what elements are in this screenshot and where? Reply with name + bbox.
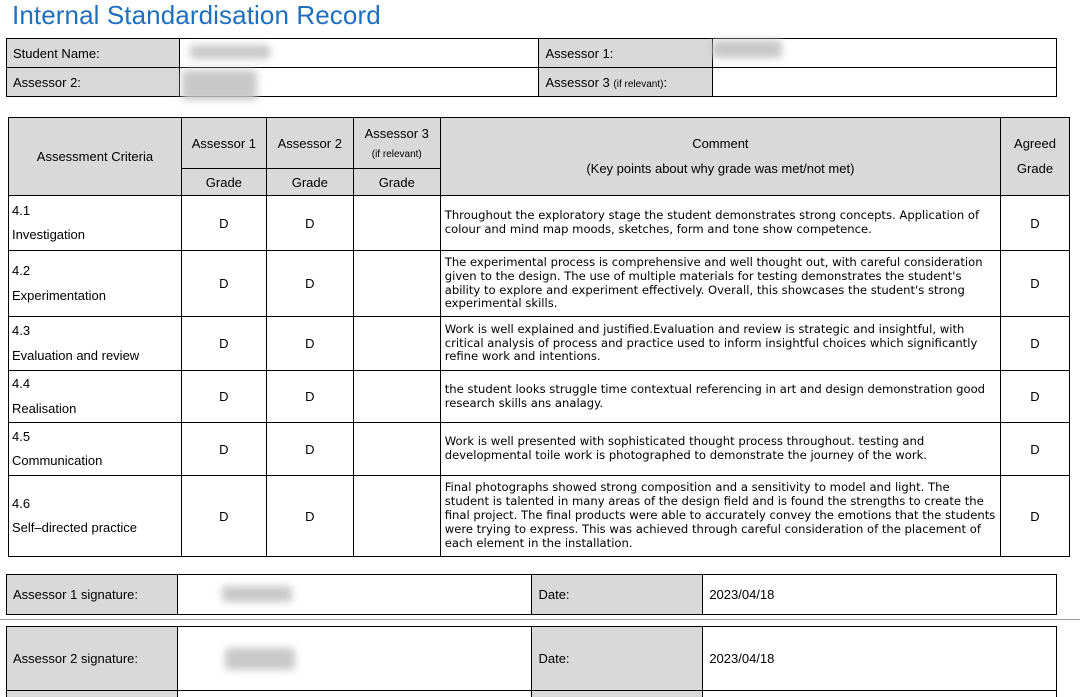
page-divider	[0, 619, 1080, 620]
redacted-assessor2	[182, 70, 257, 100]
criteria-cell: 4.3 Evaluation and review	[9, 317, 182, 371]
comment-cell: the student looks struggle time contextual referencing in art and design demonstration good research skills ans analagy.	[440, 371, 1000, 423]
assessor2-grade: D	[266, 196, 353, 251]
assessor3-grade	[353, 371, 440, 423]
assessor1-grade-header: Grade	[181, 169, 266, 196]
assessor2-grade-header: Grade	[266, 169, 353, 196]
agreed-grade: D	[1001, 371, 1070, 423]
criteria-cell: 4.1 Investigation	[9, 196, 182, 251]
date-label: Date:	[532, 627, 703, 691]
assessor1-signature-table	[6, 574, 1057, 615]
student-info-table	[6, 38, 1057, 97]
assessor2-grade: D	[266, 423, 353, 476]
comment-cell: Work is well explained and justified.Evaluation and review is strategic and insightful, with critical analysis of process and practice used to inform insightful choices which significantly refine work and intentions.	[440, 317, 1000, 371]
assessor3-grade	[353, 476, 440, 557]
agreed-grade: D	[1001, 251, 1070, 317]
table-row	[9, 371, 1070, 423]
date-label: Date:	[532, 575, 703, 615]
page-title: Internal Standardisation Record	[12, 0, 381, 30]
next-row-label	[7, 691, 178, 697]
assessor3-value	[713, 68, 1057, 97]
agreed-grade-header: Agreed Grade	[1001, 118, 1070, 196]
redacted-student-name	[190, 45, 270, 59]
comment-cell: Final photographs showed strong composition and a sensitivity to model and light. The student is talented in many areas of the design field and is found the strengths to create the final project. The final products were able to accurately convey the emotions that the students were trying to express. This was achieved through careful consideration of the placement of each element in the installation.	[440, 476, 1000, 557]
assessor1-grade: D	[181, 476, 266, 557]
assessor3-grade	[353, 196, 440, 251]
date-value: 2023/04/18	[703, 575, 1057, 615]
criteria-cell: 4.5 Communication	[9, 423, 182, 476]
assessor2-signature-label: Assessor 2 signature:	[7, 627, 178, 691]
assessor2-grade: D	[266, 317, 353, 371]
assessor3-label: Assessor 3 (if relevant):	[539, 68, 713, 97]
next-row-date-label	[532, 691, 703, 697]
agreed-grade: D	[1001, 317, 1070, 371]
assessor2-grade: D	[266, 251, 353, 317]
student-name-label: Student Name:	[7, 39, 180, 68]
table-row	[9, 423, 1070, 476]
assessor2-grade: D	[266, 476, 353, 557]
assessor1-label: Assessor 1:	[539, 39, 713, 68]
assessor1-grade: D	[181, 251, 266, 317]
criteria-cell: 4.2 Experimentation	[9, 251, 182, 317]
table-row	[9, 476, 1070, 557]
table-row	[9, 251, 1070, 317]
comment-cell: Work is well presented with sophisticated thought process throughout. testing and developmental toile work is photographed to demonstrate the journey of the work.	[440, 423, 1000, 476]
assessor2-signature-table	[6, 626, 1057, 697]
assessor1-grade: D	[181, 317, 266, 371]
next-row-value	[177, 691, 532, 697]
assessor2-header: Assessor 2	[266, 118, 353, 169]
criteria-header: Assessment Criteria	[9, 118, 182, 196]
assessor2-grade: D	[266, 371, 353, 423]
agreed-grade: D	[1001, 476, 1070, 557]
assessor3-grade	[353, 317, 440, 371]
assessor3-header: Assessor 3 (if relevant)	[353, 118, 440, 169]
redacted-signature-1	[222, 586, 292, 602]
agreed-grade: D	[1001, 423, 1070, 476]
comment-cell: Throughout the exploratory stage the student demonstrates strong concepts. Application of colour and mind map moods, sketches, form and tone show competence.	[440, 196, 1000, 251]
criteria-cell: 4.6 Self–directed practice	[9, 476, 182, 557]
next-row-date-value	[703, 691, 1057, 697]
criteria-cell: 4.4 Realisation	[9, 371, 182, 423]
redacted-assessor1	[712, 40, 782, 58]
assessor3-grade-header: Grade	[353, 169, 440, 196]
assessor1-header: Assessor 1	[181, 118, 266, 169]
redacted-signature-2	[225, 648, 295, 670]
agreed-grade: D	[1001, 196, 1070, 251]
assessor1-grade: D	[181, 423, 266, 476]
table-row	[9, 196, 1070, 251]
assessor3-grade	[353, 423, 440, 476]
assessor2-label: Assessor 2:	[7, 68, 180, 97]
date-value: 2023/04/18	[703, 627, 1057, 691]
comment-cell: The experimental process is comprehensive and well thought out, with careful consideration given to the design. The use of multiple materials for testing demonstrates the student's ability to explore and experiment effectively. Overall, this showcases the student's strong experimental skills.	[440, 251, 1000, 317]
assessor1-signature-label: Assessor 1 signature:	[7, 575, 178, 615]
assessor1-grade: D	[181, 371, 266, 423]
table-row	[9, 317, 1070, 371]
assessor1-grade: D	[181, 196, 266, 251]
assessment-table	[8, 117, 1070, 557]
assessor3-grade	[353, 251, 440, 317]
comment-header: Comment (Key points about why grade was met/not met)	[440, 118, 1000, 196]
